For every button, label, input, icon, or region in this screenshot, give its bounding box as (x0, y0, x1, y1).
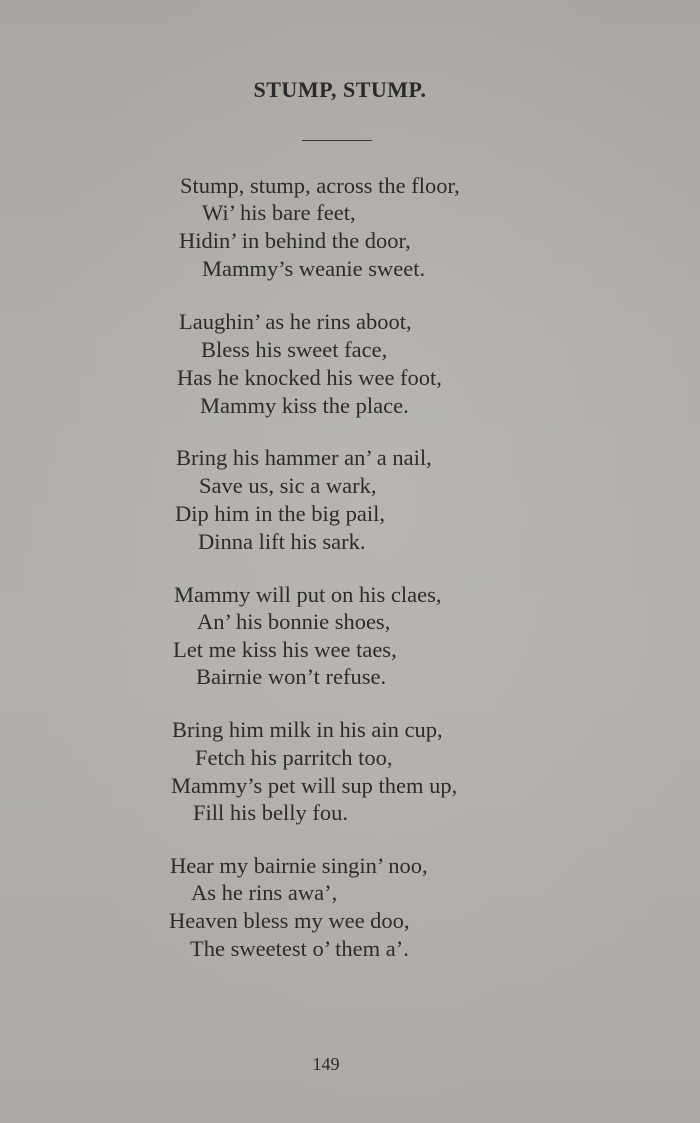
poem-line: Bring him milk in his ain cup, (172, 717, 443, 742)
poem-line: Wi’ his bare feet, (202, 200, 356, 225)
poem-line: Hidin’ in behind the door, (179, 228, 411, 253)
poem-line: Mammy kiss the place. (200, 393, 409, 418)
poem-line: Stump, stump, across the floor, (180, 173, 460, 198)
poem-line: Laughin’ as he rins aboot, (179, 309, 412, 334)
poem-line: Dinna lift his sark. (198, 529, 366, 554)
poem-line: Bless his sweet face, (201, 337, 388, 362)
poem-line: The sweetest o’ them a’. (190, 936, 409, 961)
title-rule (302, 140, 372, 141)
poem-line: Mammy’s pet will sup them up, (171, 773, 458, 798)
poem-line: Bring his hammer an’ a nail, (176, 445, 432, 470)
poem-line: Save us, sic a wark, (199, 473, 377, 498)
page-number: 149 (312, 1054, 340, 1074)
poem-line: Fetch his parritch too, (195, 745, 393, 770)
poem-line: Has he knocked his wee foot, (177, 365, 442, 390)
poem-line: Bairnie won’t refuse. (196, 664, 387, 689)
poem-line: As he rins awa’, (191, 880, 338, 905)
poem-line: Let me kiss his wee taes, (173, 637, 397, 662)
poem-line: An’ his bonnie shoes, (197, 609, 391, 634)
poem-line: Mammy’s weanie sweet. (202, 256, 426, 281)
poem-line: Heaven bless my wee doo, (169, 908, 410, 933)
poem-line: Hear my bairnie singin’ noo, (170, 853, 428, 878)
poem-line: Dip him in the big pail, (175, 501, 385, 526)
poem-line: Fill his belly fou. (193, 800, 349, 825)
poem-title: STUMP, STUMP. (253, 77, 427, 102)
poem-line: Mammy will put on his claes, (174, 582, 442, 607)
